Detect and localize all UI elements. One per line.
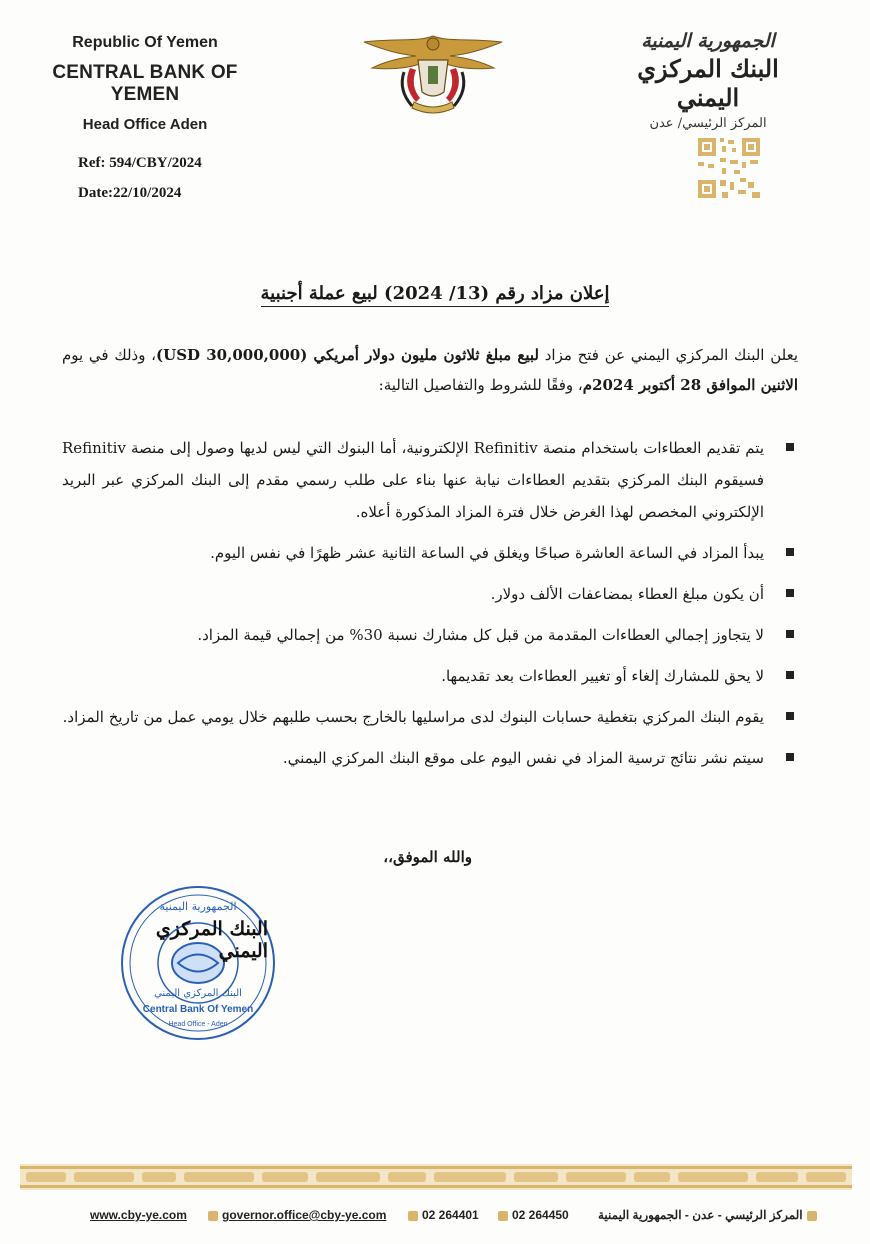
reference-block xyxy=(78,148,202,208)
footer-fax-number: 02 264401 xyxy=(422,1208,479,1222)
condition-text: يقوم البنك المركزي بتغطية حسابات البنوك لدى مراسليها بالخارج بحسب طلبهم خلال يومي عمل من تاريخ المزاد. xyxy=(62,708,764,726)
location-pin-icon xyxy=(807,1211,817,1221)
stamp-arabic-mid: البنك المركزي اليمني xyxy=(154,988,242,999)
footer-phone-number: 02 264450 xyxy=(512,1208,569,1222)
bullet-square-icon xyxy=(786,443,794,451)
condition-item xyxy=(62,432,800,528)
footer-fax xyxy=(404,1208,479,1222)
intro-part-2: ، وذلك في يوم xyxy=(62,346,157,364)
bullet-square-icon xyxy=(786,712,794,720)
condition-item xyxy=(62,619,800,651)
bullet-square-icon xyxy=(786,548,794,556)
footer-address-text: المركز الرئيسي - عدن - الجمهورية اليمنية xyxy=(598,1208,803,1222)
letter-date: Date:22/10/2024 xyxy=(78,185,182,201)
bank-stamp-icon xyxy=(118,884,278,1042)
footer-ornament-band xyxy=(20,1164,852,1190)
footer-email[interactable] xyxy=(204,1208,386,1222)
footer-phone xyxy=(494,1208,569,1222)
announcement-title xyxy=(0,283,870,304)
header-office-arabic: المركز الرئيسي/ عدن xyxy=(649,116,767,131)
header-arabic xyxy=(608,30,808,131)
header-republic: Republic Of Yemen xyxy=(72,34,218,51)
bullet-square-icon xyxy=(786,671,794,679)
stamp-english: Central Bank Of Yemen xyxy=(142,1004,254,1015)
email-icon xyxy=(208,1211,218,1221)
condition-item xyxy=(62,537,800,569)
intro-date: الاثنين الموافق 28 أكتوبر 2024م xyxy=(582,376,798,394)
footer-website[interactable] xyxy=(90,1208,187,1222)
condition-item xyxy=(62,660,800,692)
footer-email-link[interactable]: governor.office@cby-ye.com xyxy=(222,1208,387,1222)
announcement-title-text: إعلان مزاد رقم (13/ 2024) لبيع عملة أجنبية xyxy=(261,283,610,307)
signature-bank-name: البنك المركزي اليمني xyxy=(155,918,268,962)
fax-icon xyxy=(408,1211,418,1221)
condition-text: أن يكون مبلغ العطاء بمضاعفات الألف دولار. xyxy=(490,585,764,603)
condition-text: لا يحق للمشارك إلغاء أو تغيير العطاءات بعد تقديمها. xyxy=(441,667,764,685)
closing-phrase: والله الموفق،، xyxy=(383,848,472,866)
intro-part-1: يعلن البنك المركزي اليمني عن فتح مزاد xyxy=(539,346,798,364)
condition-item xyxy=(62,701,800,733)
stamp-english-sub: Head Office - Aden xyxy=(168,1021,228,1028)
condition-text: يتم تقديم العطاءات باستخدام منصة Refinitiv الإلكترونية، أما البنوك التي ليس لديها وصول إلى منصة Refinitiv فسيقوم البنك المركزي بتقديم العطاءات نيابة عنها بناء على طلب رسمي مقدم إلى البنك المركزي عبر البريد الإلكتروني المخصص لهذا الغرض خلال فترة المزاد المذكورة أعلاه. xyxy=(62,439,764,521)
stamp-arabic-top: الجمهورية اليمنية xyxy=(159,900,237,913)
intro-amount: لبيع مبلغ ثلاثون مليون دولار أمريكي (30,000,000 USD) xyxy=(156,346,539,364)
header-bank-name-arabic: البنك المركزي اليمني xyxy=(637,54,779,112)
header-republic-arabic: الجمهورية اليمنية xyxy=(641,30,775,52)
yemen-eagle-emblem-icon xyxy=(358,28,508,120)
intro-paragraph xyxy=(62,340,798,400)
bullet-square-icon xyxy=(786,589,794,597)
condition-text: لا يتجاوز إجمالي العطاءات المقدمة من قبل كل مشارك نسبة 30% من إجمالي قيمة المزاد. xyxy=(197,626,764,644)
condition-text: يبدأ المزاد في الساعة العاشرة صباحًا ويغلق في الساعة الثانية عشر ظهرًا في نفس اليوم. xyxy=(210,544,764,562)
reference-number: Ref: 594/CBY/2024 xyxy=(78,155,202,171)
bullet-square-icon xyxy=(786,630,794,638)
condition-text: سيتم نشر نتائج ترسية المزاد في نفس اليوم على موقع البنك المركزي اليمني. xyxy=(282,749,764,767)
footer-website-link[interactable]: www.cby-ye.com xyxy=(90,1208,187,1222)
footer-contact-bar xyxy=(0,1200,870,1230)
condition-item xyxy=(62,742,800,774)
condition-item xyxy=(62,578,800,610)
qr-code-icon xyxy=(698,138,760,198)
footer-address xyxy=(598,1208,821,1222)
phone-icon xyxy=(498,1211,508,1221)
intro-part-3: ، وفقًا للشروط والتفاصيل التالية: xyxy=(378,376,583,394)
conditions-list xyxy=(62,432,800,783)
header-office: Head Office Aden xyxy=(82,116,208,133)
header-bank-name: CENTRAL BANK OF YEMEN xyxy=(52,62,238,105)
header-english xyxy=(30,34,260,133)
bullet-square-icon xyxy=(786,753,794,761)
